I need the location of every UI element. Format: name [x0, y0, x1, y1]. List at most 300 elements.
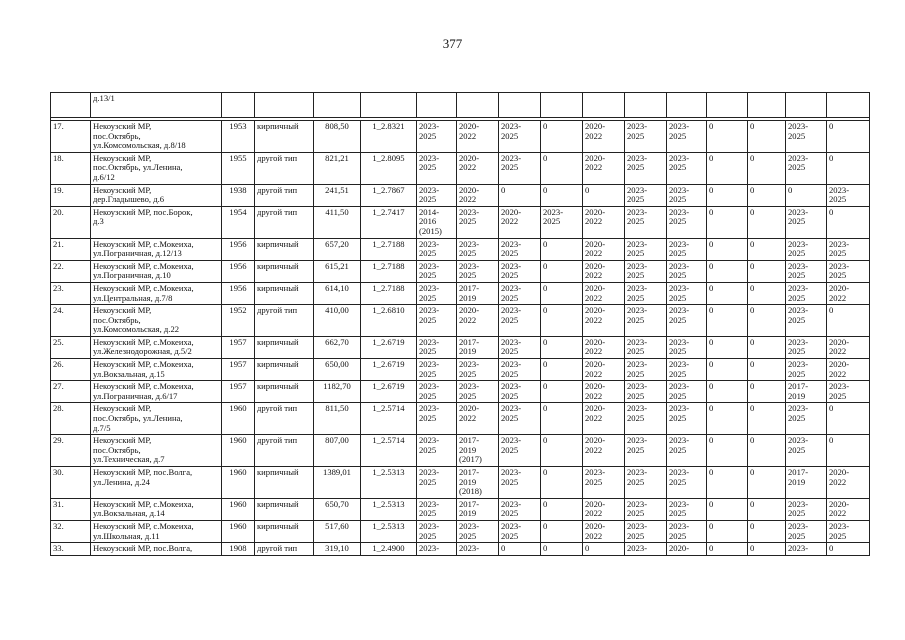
period-cell: 2017- 2019	[786, 381, 827, 403]
period-cell: 0	[707, 403, 748, 435]
period-cell: 0	[707, 282, 748, 304]
period-cell: 2023- 2025	[417, 403, 457, 435]
period-cell: 0	[748, 305, 786, 337]
period-cell: 2023- 2025	[583, 467, 625, 499]
period-cell: 2020- 2022	[583, 498, 625, 520]
period-cell: 2020- 2022	[457, 121, 499, 153]
address-cell: Некоузский МР, пос.Борок, д.3	[91, 206, 222, 238]
period-cell: 0	[827, 206, 870, 238]
period-cell: 2023- 2025	[667, 152, 707, 184]
row-number-cell: 22.	[51, 260, 91, 282]
area-cell: 410,00	[314, 305, 361, 337]
period-cell: 0	[748, 336, 786, 358]
material-cell: кирпичный	[255, 381, 314, 403]
period-cell: 2023- 2025	[417, 152, 457, 184]
material-cell: кирпичный	[255, 498, 314, 520]
period-cell: 2023- 2025	[499, 498, 541, 520]
period-cell: 0	[707, 206, 748, 238]
period-cell: 2023- 2025	[499, 305, 541, 337]
period-cell: 2023- 2025	[625, 403, 667, 435]
period-cell: 2023- 2025	[827, 381, 870, 403]
period-cell: 2023- 2025	[499, 152, 541, 184]
period-cell: 2020- 2022	[457, 184, 499, 206]
period-cell: 0	[583, 543, 625, 556]
year-cell: 1956	[222, 238, 255, 260]
period-cell: 2020- 2022	[583, 381, 625, 403]
period-cell: 2023- 2025	[499, 121, 541, 153]
period-cell: 0	[748, 498, 786, 520]
period-cell: 0	[748, 467, 786, 499]
year-cell: 1938	[222, 184, 255, 206]
period-cell: 0	[541, 520, 583, 542]
period-cell: 2023- 2025	[827, 520, 870, 542]
period-cell: 0	[707, 152, 748, 184]
period-cell: 0	[827, 152, 870, 184]
period-cell: 0	[748, 238, 786, 260]
year-cell: 1957	[222, 381, 255, 403]
row-number-cell: 30.	[51, 467, 91, 499]
period-cell: 2020- 2022	[827, 467, 870, 499]
table-row	[51, 403, 870, 435]
period-cell: 0	[827, 305, 870, 337]
period-cell: 2023- 2025	[625, 282, 667, 304]
period-cell: 2020- 2022	[499, 206, 541, 238]
material-cell: другой тип	[255, 435, 314, 467]
period-cell: 0	[541, 305, 583, 337]
row-number-cell: 17.	[51, 121, 91, 153]
period-cell: 2017- 2019 (2018)	[457, 467, 499, 499]
table-row	[51, 520, 870, 542]
period-cell: 2023- 2025	[786, 305, 827, 337]
period-cell: 2023- 2025	[625, 520, 667, 542]
period-cell: 2023- 2025	[499, 238, 541, 260]
period-cell: 0	[707, 359, 748, 381]
index-code-cell: 1_2.7867	[361, 184, 417, 206]
period-cell: 2023- 2025	[786, 152, 827, 184]
period-cell: 0	[707, 381, 748, 403]
row-number-cell: 26.	[51, 359, 91, 381]
period-cell: 0	[827, 435, 870, 467]
period-cell: 2020- 2022	[583, 206, 625, 238]
period-cell: 0	[827, 543, 870, 556]
table-row	[51, 305, 870, 337]
period-cell: 2023- 2025	[625, 152, 667, 184]
row-number-cell: 33.	[51, 543, 91, 556]
index-code-cell: 1_2.4900	[361, 543, 417, 556]
period-cell: 2023- 2025	[667, 520, 707, 542]
period-cell: 2023-	[786, 543, 827, 556]
index-code-cell: 1_2.5313	[361, 467, 417, 499]
period-cell: 2014- 2016 (2015)	[417, 206, 457, 238]
period-cell: 2023- 2025	[625, 260, 667, 282]
period-cell: 2020- 2022	[583, 403, 625, 435]
address-cell: Некоузский МР, дер.Гладышево, д.6	[91, 184, 222, 206]
page-number: 377	[442, 36, 463, 51]
area-cell: 1389,01	[314, 467, 361, 499]
period-cell: 0	[707, 435, 748, 467]
period-cell: 2023- 2025	[625, 467, 667, 499]
index-code-cell: 1_2.6719	[361, 381, 417, 403]
row-number-cell: 18.	[51, 152, 91, 184]
area-cell: 1182,70	[314, 381, 361, 403]
material-cell: кирпичный	[255, 282, 314, 304]
table-row	[51, 435, 870, 467]
period-cell: 2023- 2025	[417, 121, 457, 153]
period-cell: 2023- 2025	[417, 260, 457, 282]
index-code-cell: 1_2.7188	[361, 238, 417, 260]
material-cell: другой тип	[255, 403, 314, 435]
period-cell: 2023- 2025	[667, 206, 707, 238]
period-cell: 0	[707, 260, 748, 282]
period-cell: 2023- 2025	[499, 435, 541, 467]
table-row	[51, 498, 870, 520]
period-cell: 0	[786, 184, 827, 206]
period-cell: 2023- 2025	[541, 206, 583, 238]
table-row	[51, 282, 870, 304]
period-cell: 2023- 2025	[786, 260, 827, 282]
address-cell: Некоузский МР, пос.Октябрь, ул.Ленина, д.6/12	[91, 152, 222, 184]
row-number-cell: 31.	[51, 498, 91, 520]
period-cell: 2017- 2019	[457, 498, 499, 520]
period-cell: 2023- 2025	[625, 336, 667, 358]
period-cell: 2023- 2025	[786, 206, 827, 238]
address-cell: Некоузский МР, с.Мокеиха, ул.Центральная, д.7/8	[91, 282, 222, 304]
year-cell: 1956	[222, 260, 255, 282]
area-cell: 662,70	[314, 336, 361, 358]
period-cell: 2020- 2022	[583, 121, 625, 153]
period-cell: 2023- 2025	[457, 238, 499, 260]
period-cell: 2023- 2025	[499, 381, 541, 403]
period-cell: 2023- 2025	[625, 238, 667, 260]
material-cell: кирпичный	[255, 336, 314, 358]
period-cell: 0	[827, 121, 870, 153]
period-cell: 0	[541, 152, 583, 184]
period-cell: 0	[748, 260, 786, 282]
period-cell: 2023- 2025	[499, 336, 541, 358]
row-number-cell: 28.	[51, 403, 91, 435]
continuation-row	[51, 93, 870, 118]
year-cell: 1953	[222, 121, 255, 153]
period-cell: 2023- 2025	[625, 381, 667, 403]
year-cell: 1960	[222, 403, 255, 435]
area-cell: 517,60	[314, 520, 361, 542]
period-cell: 2020- 2022	[457, 403, 499, 435]
year-cell: 1954	[222, 206, 255, 238]
period-cell: 0	[748, 184, 786, 206]
period-cell: 2020- 2022	[457, 305, 499, 337]
year-cell: 1957	[222, 359, 255, 381]
period-cell: 2023- 2025	[457, 359, 499, 381]
period-cell: 2023- 2025	[667, 282, 707, 304]
index-code-cell: 1_2.5714	[361, 435, 417, 467]
area-cell: 811,50	[314, 403, 361, 435]
period-cell: 2020- 2022	[583, 152, 625, 184]
area-cell: 821,21	[314, 152, 361, 184]
period-cell: 2020- 2022	[827, 359, 870, 381]
index-code-cell: 1_2.5313	[361, 520, 417, 542]
row-number-cell: 32.	[51, 520, 91, 542]
index-code-cell: 1_2.5313	[361, 498, 417, 520]
period-cell: 2023- 2025	[667, 467, 707, 499]
index-code-cell: 1_2.6719	[361, 336, 417, 358]
period-cell: 2023- 2025	[457, 206, 499, 238]
area-cell: 807,00	[314, 435, 361, 467]
area-cell: 657,20	[314, 238, 361, 260]
table-row	[51, 543, 870, 556]
period-cell: 2023- 2025	[417, 238, 457, 260]
table-row	[51, 206, 870, 238]
period-cell: 2020- 2022	[583, 305, 625, 337]
period-cell: 2023- 2025	[499, 467, 541, 499]
index-code-cell: 1_2.6719	[361, 359, 417, 381]
period-cell: 2023- 2025	[667, 336, 707, 358]
area-cell: 241,51	[314, 184, 361, 206]
period-cell: 2023- 2025	[667, 359, 707, 381]
period-cell: 2023- 2025	[625, 435, 667, 467]
index-code-cell: 1_2.5714	[361, 403, 417, 435]
material-cell: кирпичный	[255, 121, 314, 153]
capital-repair-table	[50, 92, 870, 556]
address-cell: Некоузский МР, пос.Октябрь, ул.Комсомольская, д.8/18	[91, 121, 222, 153]
period-cell: 2017- 2019	[786, 467, 827, 499]
period-cell: 0	[541, 121, 583, 153]
area-cell: 808,50	[314, 121, 361, 153]
address-cell: Некоузский МР, с.Мокеиха, ул.Пограничная, д.6/17	[91, 381, 222, 403]
period-cell: 2023- 2025	[667, 381, 707, 403]
period-cell: 0	[748, 403, 786, 435]
address-cell: Некоузский МР, пос.Октябрь, ул.Комсомольская, д.22	[91, 305, 222, 337]
period-cell: 0	[541, 238, 583, 260]
period-cell: 2020- 2022	[827, 498, 870, 520]
area-cell: 615,21	[314, 260, 361, 282]
period-cell: 0	[707, 520, 748, 542]
period-cell: 2023- 2025	[667, 305, 707, 337]
table-row	[51, 184, 870, 206]
address-cell: Некоузский МР, с.Мокеиха, ул.Школьная, д.11	[91, 520, 222, 542]
period-cell: 2020- 2022	[827, 336, 870, 358]
period-cell: 2023- 2025	[625, 359, 667, 381]
row-number-cell: 23.	[51, 282, 91, 304]
period-cell: 0	[707, 238, 748, 260]
year-cell: 1960	[222, 435, 255, 467]
period-cell: 0	[707, 543, 748, 556]
period-cell: 0	[748, 435, 786, 467]
address-cell: Некоузский МР, с.Мокеиха, ул.Железнодорожная, д.5/2	[91, 336, 222, 358]
row-number-cell: 20.	[51, 206, 91, 238]
year-cell: 1960	[222, 520, 255, 542]
period-cell: 0	[707, 184, 748, 206]
table-row	[51, 381, 870, 403]
period-cell: 0	[541, 543, 583, 556]
period-cell: 2023- 2025	[786, 498, 827, 520]
material-cell: другой тип	[255, 206, 314, 238]
period-cell: 2023-	[417, 543, 457, 556]
period-cell: 0	[707, 336, 748, 358]
period-cell: 2020- 2022	[583, 282, 625, 304]
address-cell: Некоузский МР, с.Мокеиха, ул.Вокзальная, д.14	[91, 498, 222, 520]
period-cell: 2023- 2025	[457, 381, 499, 403]
index-code-cell: 1_2.7188	[361, 282, 417, 304]
period-cell: 2023- 2025	[625, 206, 667, 238]
period-cell: 0	[541, 359, 583, 381]
period-cell: 2023- 2025	[417, 359, 457, 381]
period-cell: 2023- 2025	[457, 520, 499, 542]
period-cell: 2020- 2022	[583, 336, 625, 358]
table-row	[51, 260, 870, 282]
period-cell: 0	[748, 381, 786, 403]
period-cell: 0	[748, 359, 786, 381]
period-cell: 2023- 2025	[625, 121, 667, 153]
period-cell: 0	[541, 184, 583, 206]
period-cell: 2020- 2022	[827, 282, 870, 304]
period-cell: 0	[541, 381, 583, 403]
year-cell: 1908	[222, 543, 255, 556]
period-cell: 0	[748, 282, 786, 304]
period-cell: 2017- 2019	[457, 282, 499, 304]
year-cell: 1952	[222, 305, 255, 337]
period-cell: 2023- 2025	[499, 359, 541, 381]
period-cell: 2023- 2025	[499, 520, 541, 542]
row-number-cell	[51, 93, 91, 118]
period-cell: 2023- 2025	[786, 520, 827, 542]
address-cell: Некоузский МР, пос.Октябрь, ул.Техническая, д.7	[91, 435, 222, 467]
table-row	[51, 152, 870, 184]
address-cell: д.13/1	[91, 93, 222, 118]
period-cell: 0	[499, 184, 541, 206]
period-cell: 2023- 2025	[667, 121, 707, 153]
period-cell: 2023- 2025	[786, 282, 827, 304]
address-cell: Некоузский МР, пос.Волга, ул.Ленина, д.24	[91, 467, 222, 499]
period-cell: 2020- 2022	[583, 520, 625, 542]
period-cell: 2023- 2025	[667, 184, 707, 206]
period-cell: 2023- 2025	[786, 238, 827, 260]
period-cell: 2023- 2025	[457, 260, 499, 282]
period-cell: 2023- 2025	[499, 403, 541, 435]
index-code-cell: 1_2.7417	[361, 206, 417, 238]
table-row	[51, 238, 870, 260]
period-cell: 0	[707, 121, 748, 153]
row-number-cell: 24.	[51, 305, 91, 337]
period-cell: 0	[707, 467, 748, 499]
row-number-cell: 25.	[51, 336, 91, 358]
area-cell: 614,10	[314, 282, 361, 304]
period-cell: 2023- 2025	[625, 305, 667, 337]
period-cell: 2023- 2025	[786, 121, 827, 153]
row-number-cell: 19.	[51, 184, 91, 206]
period-cell: 0	[541, 403, 583, 435]
material-cell: кирпичный	[255, 238, 314, 260]
period-cell: 0	[541, 282, 583, 304]
year-cell: 1960	[222, 498, 255, 520]
period-cell: 2023- 2025	[417, 520, 457, 542]
period-cell: 0	[541, 467, 583, 499]
period-cell: 2023- 2025	[417, 435, 457, 467]
material-cell: другой тип	[255, 152, 314, 184]
area-cell: 411,50	[314, 206, 361, 238]
period-cell: 0	[499, 543, 541, 556]
period-cell: 2023- 2025	[499, 282, 541, 304]
period-cell: 2023- 2025	[667, 260, 707, 282]
period-cell: 0	[827, 403, 870, 435]
period-cell: 0	[707, 305, 748, 337]
year-cell: 1955	[222, 152, 255, 184]
period-cell: 0	[541, 498, 583, 520]
table-row	[51, 121, 870, 153]
table-row	[51, 336, 870, 358]
year-cell: 1956	[222, 282, 255, 304]
period-cell: 0	[541, 260, 583, 282]
table-row	[51, 359, 870, 381]
period-cell: 0	[583, 184, 625, 206]
index-code-cell: 1_2.7188	[361, 260, 417, 282]
period-cell: 0	[748, 206, 786, 238]
material-cell: кирпичный	[255, 467, 314, 499]
period-cell: 2023- 2025	[417, 381, 457, 403]
period-cell: 2023- 2025	[417, 498, 457, 520]
period-cell: 2023- 2025	[625, 184, 667, 206]
period-cell: 2023- 2025	[827, 260, 870, 282]
period-cell: 2020- 2022	[583, 238, 625, 260]
period-cell: 2020- 2022	[583, 359, 625, 381]
year-cell: 1960	[222, 467, 255, 499]
table-row	[51, 467, 870, 499]
period-cell: 0	[707, 498, 748, 520]
year-cell: 1957	[222, 336, 255, 358]
period-cell: 2023- 2025	[786, 435, 827, 467]
period-cell: 2023- 2025	[417, 336, 457, 358]
period-cell: 0	[748, 152, 786, 184]
index-code-cell: 1_2.8321	[361, 121, 417, 153]
period-cell: 2023- 2025	[667, 435, 707, 467]
index-code-cell: 1_2.6810	[361, 305, 417, 337]
period-cell: 0	[541, 435, 583, 467]
period-cell: 0	[541, 336, 583, 358]
period-cell: 2020- 2022	[457, 152, 499, 184]
period-cell: 2023- 2025	[786, 359, 827, 381]
period-cell: 2023- 2025	[827, 184, 870, 206]
material-cell: другой тип	[255, 184, 314, 206]
area-cell: 650,00	[314, 359, 361, 381]
period-cell: 2017- 2019 (2017)	[457, 435, 499, 467]
period-cell: 2023- 2025	[499, 260, 541, 282]
area-cell: 650,70	[314, 498, 361, 520]
period-cell: 2020- 2022	[583, 260, 625, 282]
material-cell: кирпичный	[255, 520, 314, 542]
period-cell: 2023- 2025	[417, 282, 457, 304]
period-cell: 2020- 2022	[583, 435, 625, 467]
address-cell: Некоузский МР, с.Мокеиха, ул.Пограничная, д.12/13	[91, 238, 222, 260]
row-number-cell: 21.	[51, 238, 91, 260]
address-cell: Некоузский МР, с.Мокеиха, ул.Вокзальная, д.15	[91, 359, 222, 381]
address-cell: Некоузский МР, с.Мокеиха, ул.Пограничная, д.10	[91, 260, 222, 282]
period-cell: 2023-	[625, 543, 667, 556]
material-cell: кирпичный	[255, 359, 314, 381]
period-cell: 2023- 2025	[786, 403, 827, 435]
period-cell: 2023- 2025	[625, 498, 667, 520]
period-cell: 2017- 2019	[457, 336, 499, 358]
material-cell: другой тип	[255, 305, 314, 337]
row-number-cell: 27.	[51, 381, 91, 403]
row-number-cell: 29.	[51, 435, 91, 467]
period-cell: 2023- 2025	[417, 467, 457, 499]
index-code-cell: 1_2.8095	[361, 152, 417, 184]
period-cell: 0	[748, 520, 786, 542]
period-cell: 2023- 2025	[786, 336, 827, 358]
period-cell: 2020-	[667, 543, 707, 556]
address-cell: Некоузский МР, пос.Волга,	[91, 543, 222, 556]
period-cell: 0	[748, 543, 786, 556]
address-cell: Некоузский МР, пос.Октябрь, ул.Ленина, д.7/5	[91, 403, 222, 435]
